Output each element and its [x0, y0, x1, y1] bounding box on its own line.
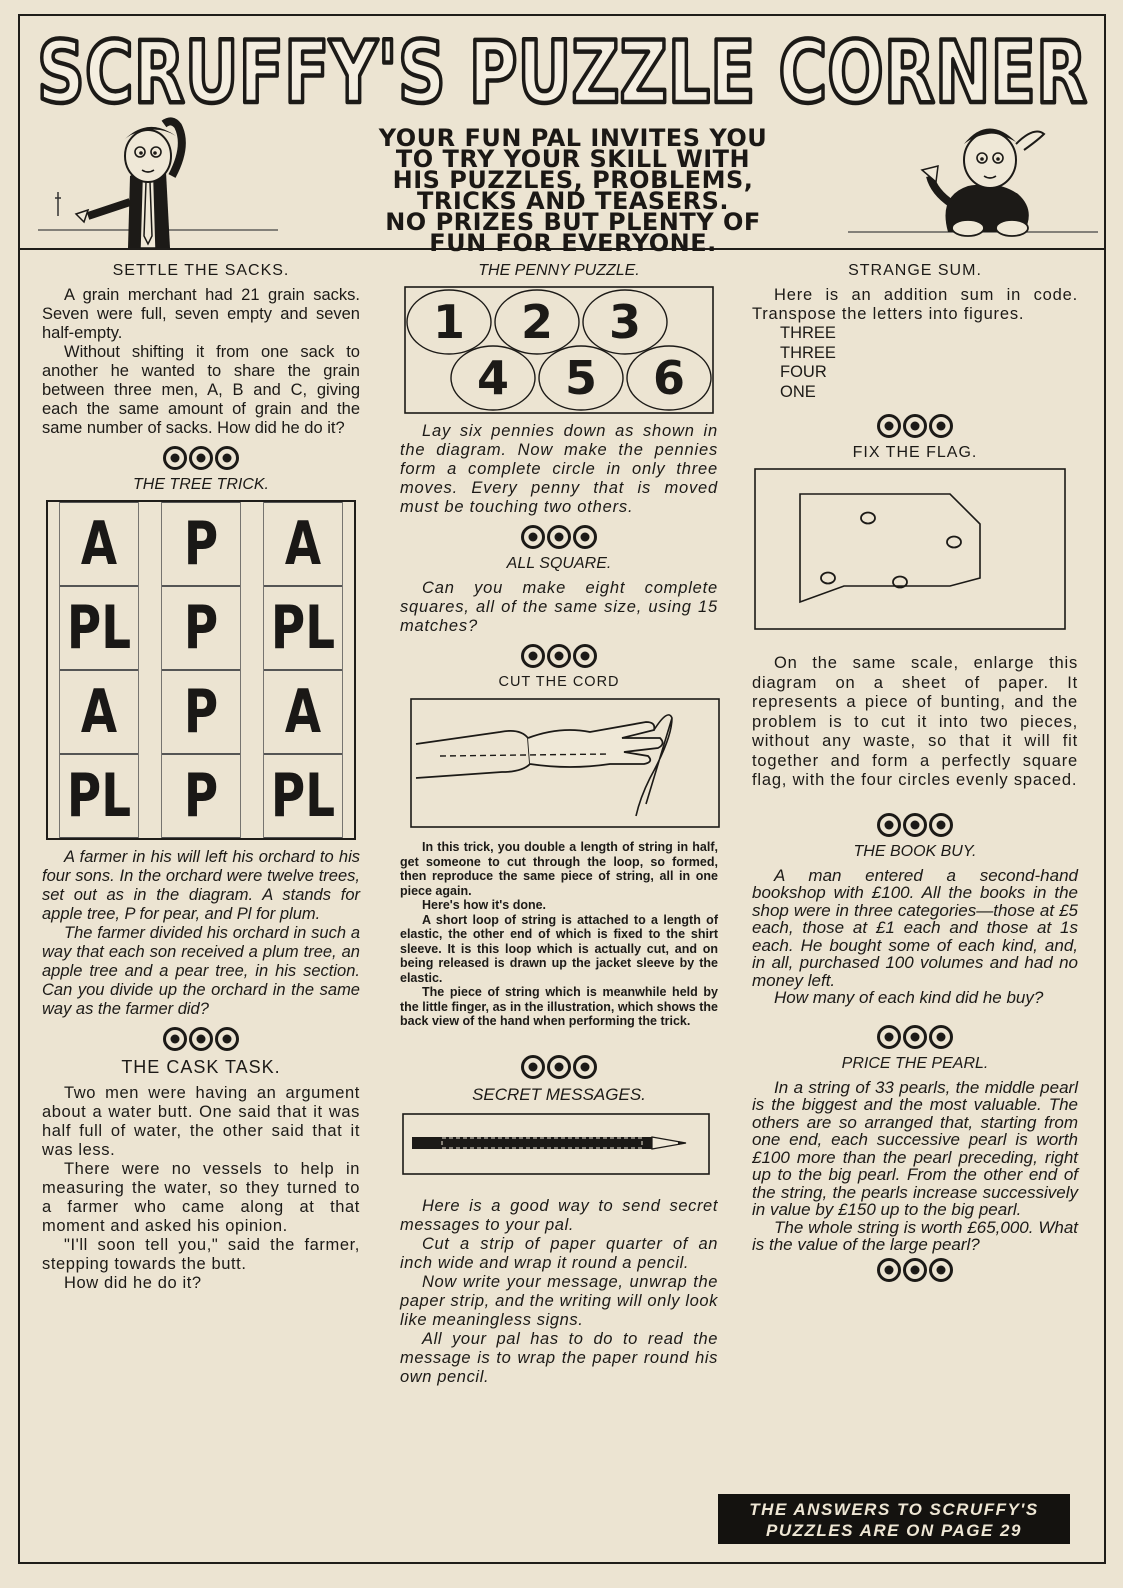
- flag-diagram: [754, 468, 1066, 630]
- paragraph: All your pal has to do to read the message is to wrap the paper round his own pencil.: [400, 1329, 718, 1386]
- separator-icon: [519, 644, 599, 668]
- answers-line: THE ANSWERS TO SCRUFFY'S: [749, 1500, 1039, 1519]
- answers-line: PUZZLES ARE ON PAGE 29: [766, 1521, 1022, 1540]
- paragraph: A man entered a second-hand bookshop with £100. All the books in the shop were in three categories—those at £5 each, those at £1 each and those at 1s each. He bought some of each kind, and, in all, purchased 100 volumes and had no money left.: [752, 865, 1078, 990]
- column-middle: [400, 262, 718, 1387]
- invite-line: TO TRY YOUR SKILL WITH: [395, 145, 751, 173]
- separator-icon: [519, 525, 599, 549]
- paragraph: The piece of string which is meanwhile held by the little finger, as in the illustration, which shows the back view of the hand when performing the trick.: [400, 985, 718, 1028]
- svg-text:SCRUFFY'S PUZZLE CORNER: SCRUFFY'S PUZZLE CORNER: [37, 23, 1087, 122]
- invite-line: NO PRIZES BUT PLENTY OF: [385, 208, 761, 236]
- heading-strange-sum: STRANGE SUM.: [848, 262, 982, 279]
- invite-line: YOUR FUN PAL INVITES YOU: [378, 124, 768, 152]
- penny-diagram: [404, 286, 714, 414]
- separator-icon: [161, 446, 241, 470]
- heading-all-square: ALL SQUARE.: [506, 555, 612, 572]
- hand-illustration: [410, 698, 720, 828]
- heading-fix-the-flag: FIX THE FLAG.: [852, 444, 978, 461]
- code-line: THREE: [780, 343, 836, 362]
- column-right: [752, 262, 1078, 1288]
- penny-number: 3: [608, 295, 642, 349]
- tree-grid-diagram: [46, 500, 356, 840]
- tree-cell: PL: [263, 754, 343, 838]
- paragraph: In a string of 33 pearls, the middle pearl is the biggest and the most valuable. The others are so arranged that, starting from one end, each successive pearl is worth £100 more than the pearl preceding, right up to the big pearl. From the other end of the string, the pearls increase successively in value by £150 up to the big pearl.: [752, 1077, 1078, 1219]
- tree-cell: P: [161, 670, 241, 754]
- invite-line: TRICKS AND TEASERS.: [417, 187, 729, 215]
- paragraph: How did he do it?: [64, 1274, 202, 1292]
- paragraph: There were no vessels to help in measuring the water, so they turned to a farmer who came along at that moment and asked his opinion.: [42, 1160, 360, 1235]
- paragraph: Here's how it's done.: [422, 898, 547, 912]
- separator-icon: [875, 813, 955, 837]
- scruffy-cartoon-left: [38, 106, 278, 248]
- tree-cell: P: [161, 754, 241, 838]
- tree-cell: PL: [59, 754, 139, 838]
- separator-icon: [875, 1258, 955, 1282]
- separator-icon: [519, 1055, 599, 1079]
- column-left: [42, 262, 360, 1293]
- answers-banner: [718, 1494, 1070, 1544]
- paragraph: Can you make eight complete squares, all of the same size, using 15 matches?: [400, 579, 718, 635]
- paragraph: A short loop of string is attached to a length of elastic, the other end of which is fixed to the shirt sleeve. It is this loop which is actually cut, and on being released is drawn up the jacket sleeve by the elastic.: [400, 912, 718, 985]
- penny-number: 1: [432, 295, 466, 349]
- tree-cell: A: [59, 502, 139, 586]
- heading-cut-the-cord: CUT THE CORD: [498, 674, 620, 690]
- heading-secret-messages: SECRET MESSAGES.: [472, 1084, 646, 1104]
- heading-book-buy: THE BOOK BUY.: [853, 842, 977, 860]
- tree-cell: PL: [59, 586, 139, 670]
- penny-number: 6: [652, 351, 686, 405]
- code-sum: [780, 324, 1078, 402]
- penny-number: 2: [520, 295, 554, 349]
- paragraph: A farmer in his will left his orchard to his four sons. In the orchard were twelve trees, set out as in the diagram. A stands for apple tree, P for pear, and Pl for plum.: [42, 848, 360, 923]
- separator-icon: [875, 414, 955, 438]
- tree-cell: A: [263, 502, 343, 586]
- separator-icon: [875, 1025, 955, 1049]
- invite-line: HIS PUZZLES, PROBLEMS,: [392, 166, 754, 194]
- invite-text: [273, 124, 873, 257]
- scruffy-cartoon-right: [848, 104, 1098, 248]
- paragraph: Without shifting it from one sack to another he wanted to share the grain between three men, A, B and C, giving each the same amount of grain and the same number of sacks. How did he do it?: [42, 343, 360, 437]
- separator-icon: [161, 1027, 241, 1051]
- code-line: THREE: [780, 324, 836, 342]
- tree-cell: P: [161, 502, 241, 586]
- heading-tree-trick: THE TREE TRICK.: [132, 476, 269, 493]
- code-line: ONE: [780, 382, 816, 401]
- tree-cell: A: [59, 670, 139, 754]
- tree-cell: P: [161, 586, 241, 670]
- paragraph: Here is a good way to send secret messages to your pal.: [400, 1196, 718, 1234]
- paragraph: On the same scale, enlarge this diagram on a sheet of paper. It represents a piece of bunting, and the problem is to cut it into two pieces, without any waste, so that it will fit together and form a perfectly square flag, with the four circles evenly spaced.: [752, 654, 1078, 789]
- heading-cask-task: THE CASK TASK.: [121, 1057, 281, 1077]
- paragraph: Cut a strip of paper quarter of an inch wide and wrap it round a pencil.: [400, 1234, 718, 1272]
- heading-settle-sacks: SETTLE THE SACKS.: [112, 262, 290, 279]
- invite-line: FUN FOR EVERYONE.: [429, 229, 717, 257]
- paragraph: Now write your message, unwrap the paper strip, and the writing will only look like meaningless signs.: [400, 1272, 718, 1329]
- penny-number: 5: [564, 351, 598, 405]
- heading-penny-puzzle: THE PENNY PUZZLE.: [478, 262, 640, 279]
- paragraph: How many of each kind did he buy?: [774, 988, 1044, 1007]
- heading-price-the-pearl: PRICE THE PEARL.: [841, 1054, 989, 1072]
- paragraph: The farmer divided his orchard in such a way that each son received a plum tree, an apple tree and a pear tree, in his section. Can you divide up the orchard in the same way as the farmer did?: [42, 924, 360, 1018]
- paragraph: A grain merchant had 21 grain sacks. Seven were full, seven empty and seven half-empty.: [42, 286, 360, 342]
- tree-cell: A: [263, 670, 343, 754]
- header: [18, 14, 1106, 257]
- pencil-illustration: [402, 1113, 710, 1175]
- code-line: FOUR: [780, 363, 827, 381]
- paragraph: "I'll soon tell you," said the farmer, stepping towards the butt.: [42, 1236, 360, 1273]
- paragraph: The whole string is worth £65,000. What is the value of the large pearl?: [752, 1217, 1078, 1254]
- paragraph: Two men were having an argument about a water butt. One said that it was half full of water, the other said that it was less.: [42, 1084, 360, 1159]
- paragraph: In this trick, you double a length of string in half, get someone to cut through the loop, so formed, then reproduce the same piece of string, all in one piece again.: [400, 840, 718, 898]
- penny-number: 4: [476, 351, 510, 405]
- paragraph: Here is an addition sum in code. Transpose the letters into figures.: [752, 286, 1078, 323]
- paragraph: Lay six pennies down as shown in the diagram. Now make the pennies form a complete circle in only three moves. Every penny that is moved must be touching two others.: [400, 422, 718, 516]
- tree-cell: PL: [263, 586, 343, 670]
